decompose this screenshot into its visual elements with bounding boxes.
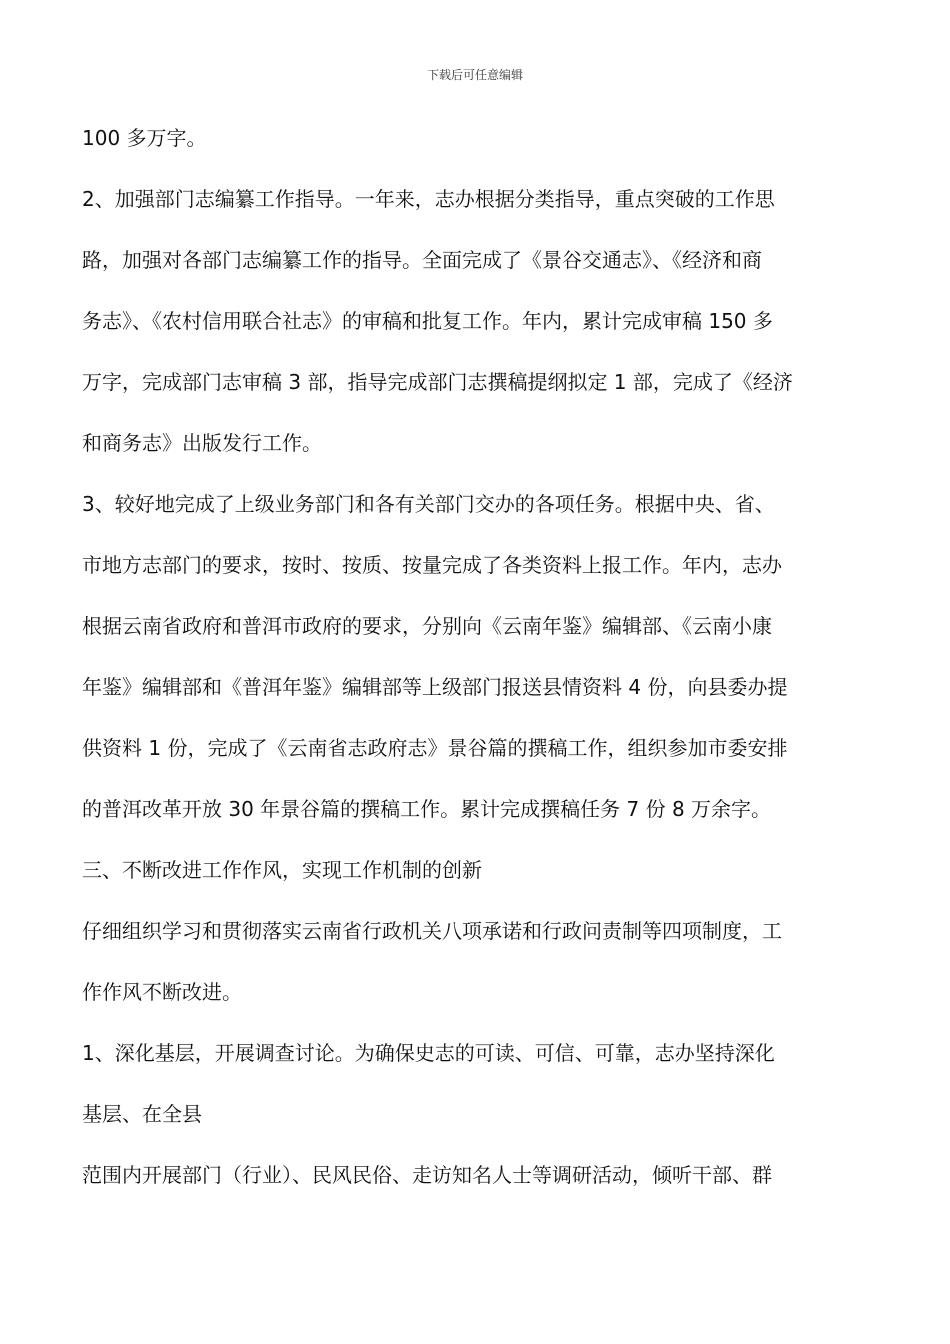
text-line: 基层、在全县 xyxy=(82,1102,202,1126)
text-line: 的普洱改革开放 30 年景谷篇的撰稿工作。累计完成撰稿任务 7 份 8 万余字。 xyxy=(82,797,772,821)
text-line: 市地方志部门的要求，按时、按质、按量完成了各类资料上报工作。年内，志办 xyxy=(82,553,782,577)
text-line: 1、深化基层，开展调查讨论。为确保史志的可读、可信、可靠，志办坚持深化 xyxy=(82,1041,775,1065)
text-line: 和商务志》出版发行工作。 xyxy=(82,431,322,455)
text-line: 根据云南省政府和普洱市政府的要求，分别向《云南年鉴》编辑部、《云南小康 xyxy=(82,614,772,638)
text-line: 作作风不断改进。 xyxy=(82,980,242,1004)
text-line: 3、较好地完成了上级业务部门和各有关部门交办的各项任务。根据中央、省、 xyxy=(82,492,775,516)
text-line: 100 多万字。 xyxy=(82,126,207,150)
text-line: 三、不断改进工作作风，实现工作机制的创新 xyxy=(82,858,482,882)
page-header: 下载后可任意编辑 xyxy=(426,68,523,82)
body-text xyxy=(82,112,872,1210)
text-line: 供资料 1 份，完成了《云南省志政府志》景谷篇的撰稿工作，组织参加市委安排 xyxy=(82,736,788,760)
text-line: 2、加强部门志编纂工作指导。一年来，志办根据分类指导，重点突破的工作思 xyxy=(82,187,775,211)
text-line: 范围内开展部门（行业）、民风民俗、走访知名人士等调研活动，倾听干部、群 xyxy=(82,1163,772,1187)
text-line: 仔细组织学习和贯彻落实云南省行政机关八项承诺和行政问责制等四项制度，工 xyxy=(82,919,782,943)
text-line: 务志》、《农村信用联合社志》的审稿和批复工作。年内，累计完成审稿 150 多 xyxy=(82,309,773,333)
text-line: 年鉴》编辑部和《普洱年鉴》编辑部等上级部门报送县情资料 4 份，向县委办提 xyxy=(82,675,788,699)
text-line: 万字，完成部门志审稿 3 部，指导完成部门志撰稿提纲拟定 1 部，完成了《经济 xyxy=(82,370,793,394)
text-line: 路，加强对各部门志编纂工作的指导。全面完成了《景谷交通志》、《经济和商 xyxy=(82,248,762,272)
